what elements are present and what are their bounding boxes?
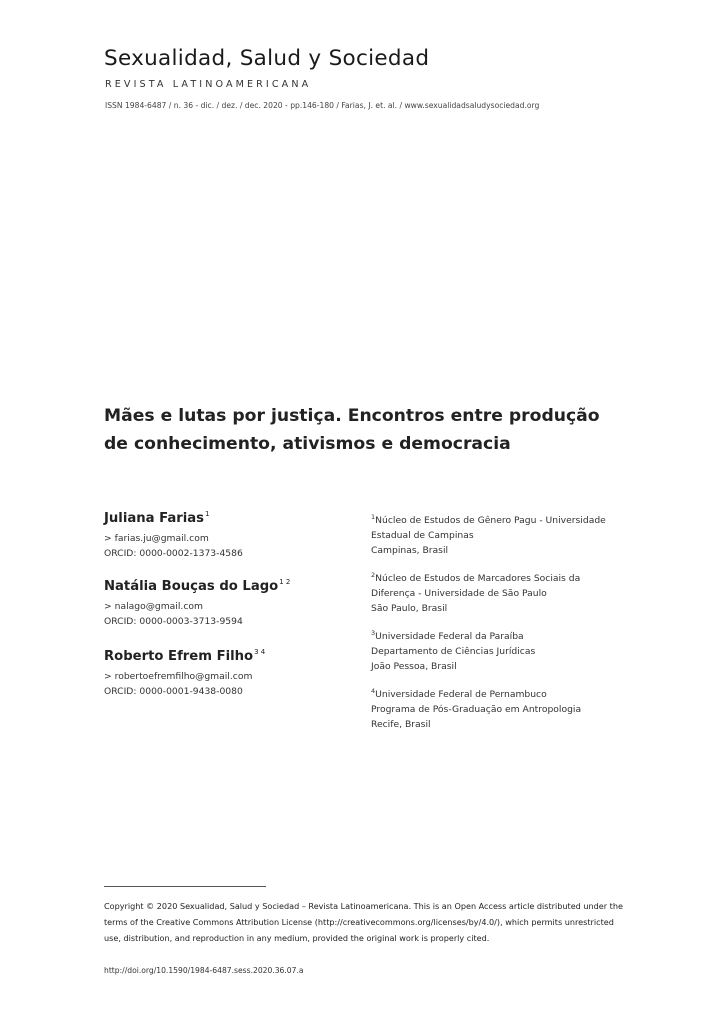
author-block-3 bbox=[104, 648, 265, 699]
author-email[interactable]: > nalago@gmail.com bbox=[104, 601, 203, 612]
affiliation-number: 2 bbox=[371, 571, 376, 579]
affiliation-line: Recife, Brasil bbox=[371, 719, 431, 730]
affiliation-line: Universidade Federal de Pernambuco bbox=[375, 689, 547, 700]
affiliation-line: Estadual de Campinas bbox=[371, 530, 474, 541]
issn-line: ISSN 1984-6487 / n. 36 - dic. / dez. / dec. 2020 - pp.146-180 / Farias, J. et. al. / www.sexualidadsaludysociedad.org bbox=[105, 101, 540, 110]
affiliation-line: Universidade Federal da Paraíba bbox=[375, 631, 524, 642]
affiliation-line: João Pessoa, Brasil bbox=[371, 661, 457, 672]
affiliation-line: Departamento de Ciências Jurídicas bbox=[371, 646, 536, 657]
author-orcid: ORCID: 0000-0003-3713-9594 bbox=[104, 615, 243, 627]
affiliation-line: Programa de Pós-Graduação em Antropologia bbox=[371, 704, 582, 715]
affiliation-line: São Paulo, Brasil bbox=[371, 603, 448, 614]
affiliation-number: 3 bbox=[371, 629, 376, 637]
affiliation-4 bbox=[371, 684, 641, 732]
author-orcid: ORCID: 0000-0002-1373-4586 bbox=[104, 547, 243, 559]
affiliation-line: Campinas, Brasil bbox=[371, 545, 449, 556]
author-orcid: ORCID: 0000-0001-9438-0080 bbox=[104, 685, 243, 697]
affiliation-number: 4 bbox=[371, 687, 376, 695]
footer-divider bbox=[104, 886, 266, 887]
affiliation-line: Diferença - Universidade de São Paulo bbox=[371, 588, 547, 599]
affiliation-line: Núcleo de Estudos de Gênero Pagu - Universidade bbox=[375, 515, 606, 526]
journal-subtitle: REVISTA LATINOAMERICANA bbox=[105, 79, 312, 90]
author-name: Juliana Farias$^1$ bbox=[104, 510, 210, 526]
author-email[interactable]: > farias.ju@gmail.com bbox=[104, 533, 209, 544]
affiliation-3 bbox=[371, 626, 641, 674]
affiliation-2 bbox=[371, 568, 641, 616]
article-title: Mães e lutas por justiça. Encontros entre produção de conhecimento, ativismos e democracia bbox=[104, 406, 600, 454]
affiliation-line: Núcleo de Estudos de Marcadores Sociais da bbox=[375, 573, 581, 584]
affiliation-1 bbox=[371, 510, 641, 558]
affiliation-number: 1 bbox=[371, 513, 376, 521]
author-affiliation-ref: 1 bbox=[205, 510, 210, 518]
author-block-1 bbox=[104, 510, 243, 561]
author-email[interactable]: > robertoefremfilho@gmail.com bbox=[104, 671, 253, 682]
author-affiliation-ref: 1 2 bbox=[279, 578, 291, 586]
author-block-2 bbox=[104, 578, 290, 629]
author-name: Roberto Efrem Filho$^{3 4}$ bbox=[104, 648, 266, 664]
author-name: Natália Bouças do Lago$^{1 2}$ bbox=[104, 578, 291, 594]
author-affiliation-ref: 3 4 bbox=[254, 648, 266, 656]
copyright-notice: Copyright © 2020 Sexualidad, Salud y Sociedad – Revista Latinoamericana. This is an Open Access article distributed under the terms of the Creative Commons Attribution License (http://creativecommons.org/licenses/by/4.0/), which permits unrestricted use, distribution, and reproduction in any medium, provided the original work is properly cited. bbox=[104, 901, 623, 944]
doi-link[interactable]: http://doi.org/10.1590/1984-6487.sess.2020.36.07.a bbox=[104, 966, 304, 975]
journal-title: Sexualidad, Salud y Sociedad bbox=[104, 46, 430, 71]
